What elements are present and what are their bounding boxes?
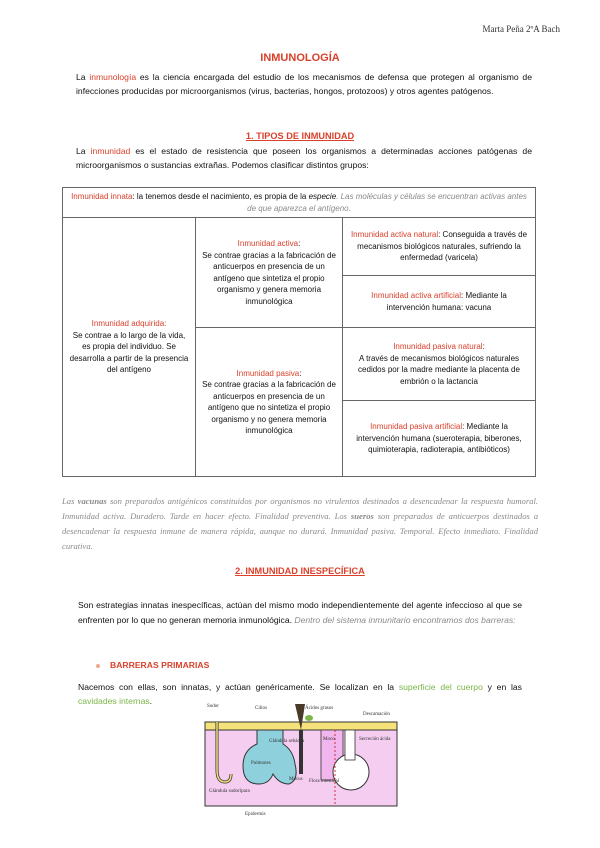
vaccines-paragraph: Las vacunas son preparados antigénicos constituidos por organismos no virulentos destinados a desencadenar la respuesta humoral. Inmunidad activa. Duradero. Tarde en hacer efecto. Finalidad preventiva. Los sueros son preparados de anticuerpos destinados a desencadenar la respuesta inmune de manera rápida, aunque no durará. Inmunidad pasiva. Temporal. Efecto inmediato. Finalidad curativa. bbox=[62, 496, 539, 551]
label-sudor: Sudor bbox=[207, 704, 219, 709]
author-header: Marta Peña 2ºA Bach bbox=[482, 24, 560, 34]
bullet-icon bbox=[96, 664, 100, 668]
label-glandula-sebacea: Glándula sebácea bbox=[269, 739, 305, 744]
hair-follicle bbox=[299, 730, 303, 774]
label-pulmones: Pulmones bbox=[251, 761, 271, 766]
label-flora: Flora intestinal bbox=[309, 779, 340, 784]
page-title: INMUNOLOGÍA bbox=[260, 52, 340, 64]
section2-heading: 2. INMUNIDAD INESPECÍFICA bbox=[235, 566, 365, 576]
barriers-paragraph: Nacemos con ellas, son innatas, y actúan genéricamente. Se localizan en la superficie del cuerpo y en las cavidades internas. bbox=[78, 682, 522, 706]
label-acidos: Ácidos grasos bbox=[305, 706, 334, 711]
passive-cell: Inmunidad pasiva: Se contrae gracias a la fabricación de anticuerpos en presencia de un antígeno que no sintetiza el propio organismo y no genera memoria inmunológica bbox=[196, 328, 343, 477]
section2-paragraph: Son estrategias innatas inespecíficas, actúan del mismo modo independientemente del agente infeccioso al que se enfrenten por lo que no generan memoria inmunológica. Dentro del sistema inmunitario encontramos dos barreras: bbox=[78, 600, 522, 625]
innate-cell: Inmunidad innata: la tenemos desde el nacimiento, es propia de la especie. Las moléculas y células se encuentran activas antes de que aparezca el antígeno. bbox=[63, 188, 536, 218]
active-cell: Inmunidad activa: Se contrae gracias a la fabricación de anticuerpos en presencia de un antígeno que sintetiza el propio organismo y genera memoria inmunológica bbox=[196, 218, 343, 328]
section1-paragraph: La inmunidad es el estado de resistencia que poseen los organismos a determinadas acciones patógenas de microorganismos o sustancias extrañas. Podemos clasificar distintos grupos: bbox=[76, 146, 532, 170]
active-artificial-cell: Inmunidad activa artificial: Mediante la intervención humana: vacuna bbox=[343, 276, 536, 328]
passive-artificial-cell: Inmunidad pasiva artificial: Mediante la intervención humana (sueroterapia, biberones, quimioterapia, radioterapia, antibióticos) bbox=[343, 400, 536, 476]
acquired-cell: Inmunidad adquirida: Se contrae a lo largo de la vida, es propia del individuo. Se desarrolla a partir de la presencia del antígeno bbox=[63, 218, 196, 477]
label-glandula-sudoripara: Glándula sudorípara bbox=[209, 789, 250, 794]
label-mucus: Mucus bbox=[289, 777, 303, 782]
section1-heading: 1. TIPOS DE INMUNIDAD bbox=[245, 131, 355, 141]
immunity-types-table bbox=[62, 187, 536, 477]
label-secrecion: Secreción ácida bbox=[359, 737, 391, 742]
label-moco: Moco bbox=[323, 737, 335, 742]
passive-natural-cell: Inmunidad pasiva natural: A través de mecanismos biológicos naturales cedidos por la madre mediante la placenta de embrión o la lactancia bbox=[343, 328, 536, 400]
barriers-bullet: BARRERAS PRIMARIAS bbox=[96, 660, 209, 670]
active-natural-cell: Inmunidad activa natural: Conseguida a través de mecanismos biológicos naturales, sufriendo la enfermedad (varicela) bbox=[343, 218, 536, 276]
intro-paragraph: La inmunología es la ciencia encargada del estudio de los mecanismos de defensa que protegen al organismo de infecciones producidas por microorganismos (virus, bacterias, hongos, protozoos) y otros agentes patógenos. bbox=[76, 72, 532, 96]
fatty-acids-drop bbox=[305, 715, 313, 721]
label-descamacion: Descamación bbox=[363, 712, 390, 717]
label-epidermis: Epidermis bbox=[245, 812, 266, 817]
label-cilios: Cilios bbox=[255, 706, 267, 711]
primary-barriers-figure bbox=[195, 700, 407, 818]
